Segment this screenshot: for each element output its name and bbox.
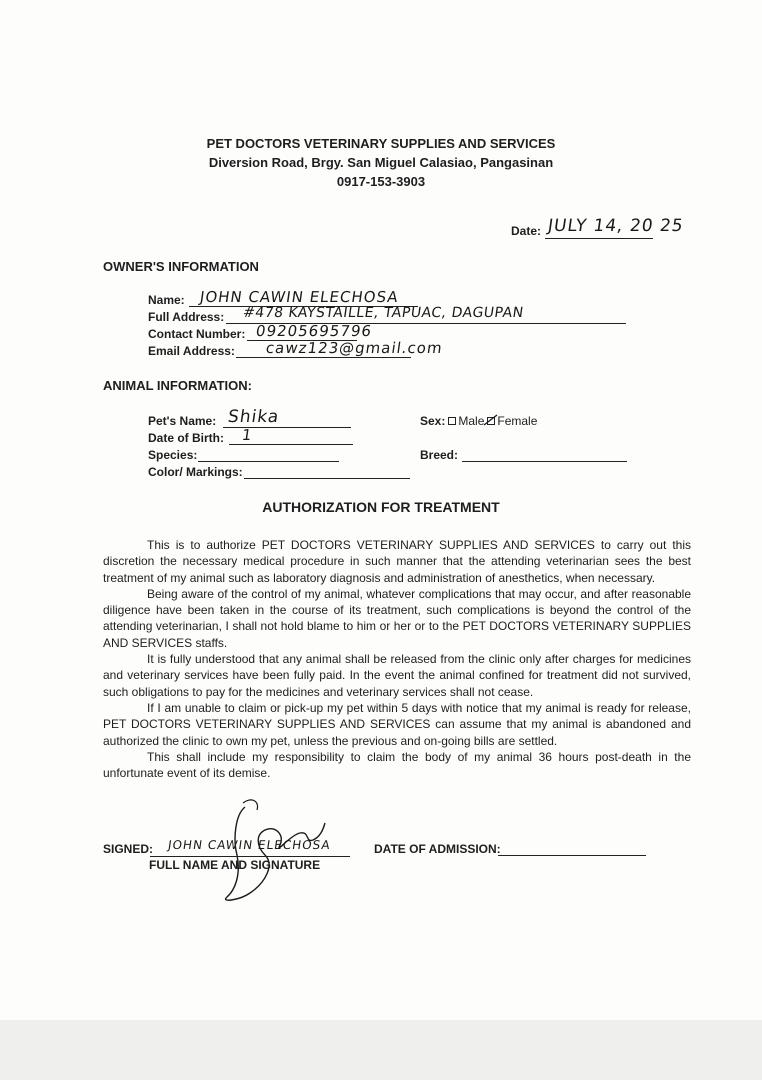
authorization-paragraph: Being aware of the control of my animal, whatever complications that may occur, and after reasonable diligence have been taken in the course of its treatment, such complications is beyond the control of the attending veterinarian, I shall not hold blame to him or her or to the PET DOCTORS VETERINARY SUPPLIES AND SERVICES staffs. xyxy=(103,586,691,650)
authorization-paragraph: This shall include my responsibility to claim the body of my animal 36 hours post-death in the unfortunate event of its demise. xyxy=(103,749,691,781)
date-value: JULY 14, 20 25 xyxy=(546,216,685,236)
admission-line xyxy=(498,855,646,856)
owner-email-value: cawz123@gmail.com xyxy=(264,339,444,357)
owner-contact-label: Contact Number: xyxy=(148,327,246,341)
owner-address-label: Full Address: xyxy=(148,310,225,324)
dob-value: 1 xyxy=(240,426,254,444)
signed-line xyxy=(150,856,350,857)
female-label: Female xyxy=(497,414,538,428)
admission-label: DATE OF ADMISSION: xyxy=(374,842,501,856)
scan-margin xyxy=(0,1020,762,1080)
authorization-body xyxy=(103,537,691,781)
date-line xyxy=(545,238,653,239)
signature-caption: FULL NAME AND SIGNATURE xyxy=(149,858,321,872)
animal-section-title: ANIMAL INFORMATION: xyxy=(103,378,252,393)
owner-contact-value: 09205695796 xyxy=(254,322,374,340)
date-label: Date: xyxy=(511,224,542,238)
authorization-paragraph: This is to authorize PET DOCTORS VETERINARY SUPPLIES AND SERVICES to carry out this discretion the necessary medical procedure in such manner that the attending veterinarian sees the best treatment of my animal such as laboratory diagnosis and administration of anesthetics, when necessary. xyxy=(103,538,691,585)
signed-name: JOHN CAWIN ELECHOSA xyxy=(167,838,332,852)
dob-line xyxy=(229,444,353,445)
pet-name-label: Pet's Name: xyxy=(148,414,217,428)
owner-name-value: JOHN CAWIN ELECHOSA xyxy=(198,288,400,306)
signed-label: SIGNED: xyxy=(103,842,154,856)
sex-field xyxy=(420,414,537,428)
species-label: Species: xyxy=(148,448,198,462)
species-line xyxy=(198,461,339,462)
male-label: Male xyxy=(458,414,485,428)
business-phone: 0917-153-3903 xyxy=(336,174,426,189)
owner-email-label: Email Address: xyxy=(148,344,235,358)
breed-line xyxy=(462,461,627,462)
owner-address-value: #478 KAYSTAILLE, TAPUAC, DAGUPAN xyxy=(241,305,525,321)
checkmark-icon xyxy=(483,414,499,426)
female-checkbox xyxy=(487,417,495,425)
male-checkbox xyxy=(448,417,456,425)
owner-email-line xyxy=(236,357,411,358)
color-line xyxy=(244,478,410,479)
business-name: PET DOCTORS VETERINARY SUPPLIES AND SERVICES xyxy=(206,136,556,151)
color-label: Color/ Markings: xyxy=(148,465,243,479)
dob-label: Date of Birth: xyxy=(148,431,224,445)
authorization-paragraph: If I am unable to claim or pick-up my pet within 5 days with notice that my animal is ready for release, PET DOCTORS VETERINARY SUPPLIES AND SERVICES can assume that my animal is abandoned and authorized the clinic to own my pet, unless the previous and on-going bills are settled. xyxy=(103,700,691,748)
sex-label: Sex: xyxy=(420,414,446,428)
owner-name-label: Name: xyxy=(148,293,185,307)
pet-name-value: Shika xyxy=(226,407,281,427)
breed-label: Breed: xyxy=(420,448,459,462)
business-address: Diversion Road, Brgy. San Miguel Calasiao, Pangasinan xyxy=(208,155,554,170)
authorization-paragraph: It is fully understood that any animal shall be released from the clinic only after charges for medicines and veterinary services have been fully paid. In the event the animal confined for treatment did not survived, such obligations to pay for the medicines and veterinary services shall not cease. xyxy=(103,652,691,699)
owner-section-title: OWNER'S INFORMATION xyxy=(103,259,259,274)
authorization-title: AUTHORIZATION FOR TREATMENT xyxy=(262,499,500,515)
